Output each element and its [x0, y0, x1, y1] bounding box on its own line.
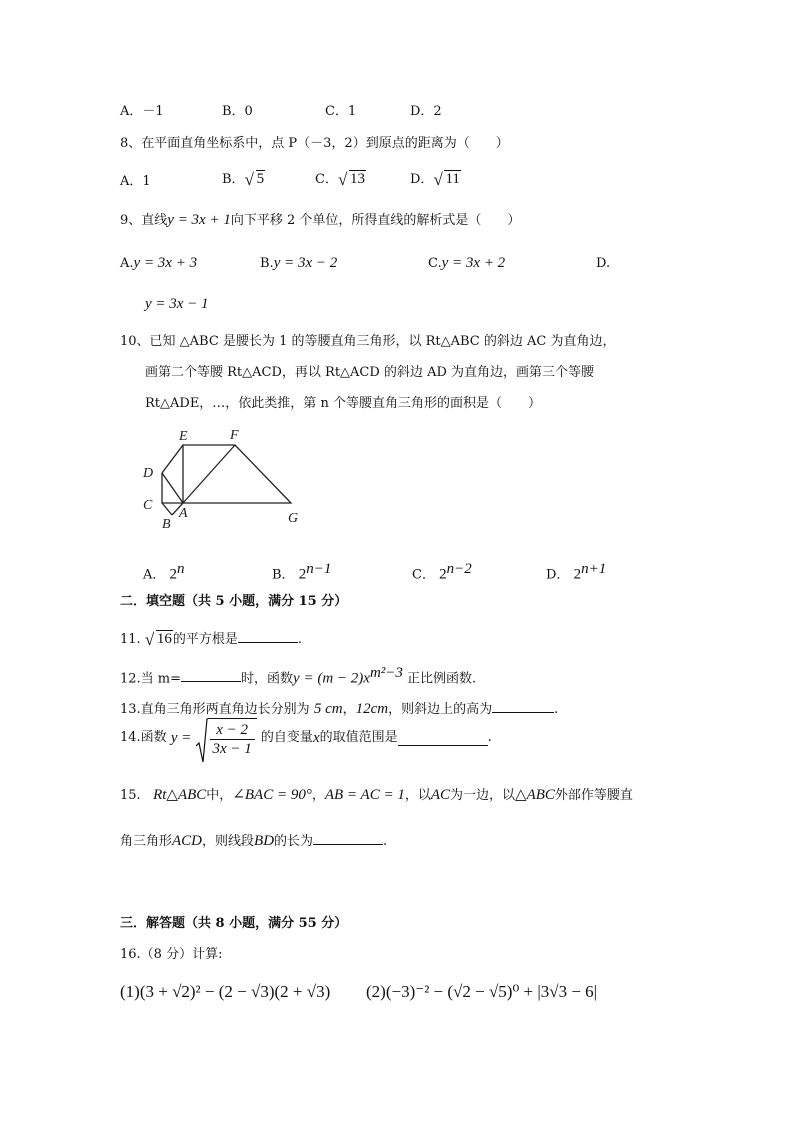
q15-l2e: 的长为: [274, 834, 314, 849]
q15-p9: △ABC: [515, 787, 555, 803]
q8-d-prefix: D．: [410, 172, 434, 187]
section2-title: 二．填空题（共 5 小题，满分 15 分）: [120, 594, 348, 609]
q12: [120, 664, 476, 687]
q10-label-c: C: [143, 498, 153, 513]
q9-b-expr: y = 3x − 2: [273, 255, 338, 271]
q10-label-e: E: [179, 429, 188, 444]
q13-sep: ，: [342, 702, 356, 717]
q8-option-b: [222, 170, 265, 188]
q9-c-expr: y = 3x + 2: [441, 255, 506, 271]
q9-stem-suffix: 向下平移 2 个单位，所得直线的解析式是（ ）: [230, 213, 521, 228]
q10-option-a: [143, 560, 185, 583]
q10-a-exp: n: [177, 561, 185, 577]
q9-a-prefix: A.: [120, 256, 134, 271]
q8-b-prefix: B．: [222, 172, 245, 187]
q12-answer-blank[interactable]: [181, 667, 241, 682]
q9-stem-expr: y = 3x + 1: [167, 212, 231, 228]
q10-option-b: [272, 560, 331, 583]
q10-option-c: [412, 560, 472, 583]
q14-numerator: x − 2: [210, 721, 255, 740]
q7-option-a: A．－1: [120, 104, 164, 119]
q15-p10: 外部作等腰直: [554, 788, 633, 803]
q11-answer-blank[interactable]: [238, 628, 298, 643]
q8-c-sqrt: √ 13: [337, 170, 365, 189]
q15-end: .: [383, 834, 388, 849]
q10-a-base: 2: [169, 566, 178, 583]
q14-y: y =: [170, 730, 192, 746]
q11-text: 的平方根是: [172, 632, 238, 647]
q9-stem-prefix: 9、直线: [120, 213, 168, 228]
q15-p8: 为一边，以: [450, 788, 516, 803]
q16-part1: (1)(3 + √2)² − (2 − √3)(2 + √3): [120, 982, 331, 1001]
q16-stem: 16.（8 分）计算:: [120, 947, 223, 962]
q10-label-d: D: [143, 466, 154, 481]
q15-line2: [120, 830, 387, 850]
q9-option-c: [428, 254, 505, 272]
q8-option-c: [315, 170, 366, 188]
q15-answer-blank[interactable]: [313, 830, 383, 845]
q9-option-d-expr: y = 3x − 1: [145, 296, 209, 312]
q15-p3: ∠BAC = 90°: [232, 787, 312, 803]
q13-text1: 13.直角三角形两直角边长分别为: [120, 702, 310, 717]
q10-triangle-figure: [135, 425, 335, 535]
q14-sqrt: [196, 718, 257, 758]
q9-a-expr: y = 3x + 3: [133, 255, 198, 271]
q15-p4: ，: [311, 788, 325, 803]
q13-text2: ，则斜边上的高为: [388, 702, 493, 717]
q7-option-c: C．1: [325, 104, 357, 119]
q9-b-prefix: B.: [260, 256, 274, 271]
q10-option-d: [546, 560, 606, 583]
q15-line1: [120, 786, 633, 804]
q14-end: .: [487, 730, 492, 746]
q10-label-a: A: [179, 506, 188, 521]
q11: [120, 628, 302, 648]
q10-line2: 画第二个等腰 Rt△ACD，再以 Rt△ACD 的斜边 AD 为直角边，画第三个等腰: [145, 365, 595, 380]
q8-c-prefix: C．: [315, 172, 338, 187]
q11-end: .: [297, 632, 302, 647]
q10-b-base: 2: [298, 566, 307, 583]
q12-suffix: 正比例函数.: [407, 671, 477, 687]
q13-end: .: [554, 702, 559, 717]
q10-c-base: 2: [439, 566, 447, 583]
q15-p7: AC: [430, 787, 451, 803]
q14: [120, 718, 492, 758]
q10-d-exp: n+1: [581, 561, 607, 577]
q10-d-prefix: D．: [546, 567, 570, 583]
q15-l2a: 角三角形: [120, 834, 173, 849]
q14-radical-sign: [196, 718, 208, 764]
q15-l2b: ACD: [172, 833, 203, 849]
q12-mid: 时，函数: [241, 671, 294, 687]
q15-p5: AB = AC = 1: [324, 787, 405, 803]
q7-option-b: B．0: [222, 104, 253, 119]
section3-title: 三．解答题（共 8 小题，满分 55 分）: [120, 916, 348, 931]
q10-label-f: F: [230, 428, 239, 443]
q10-line1: 10、已知 △ABC 是腰长为 1 的等腰直角三角形，以 Rt△ABC 的斜边 AC 为直角边，: [120, 334, 616, 349]
q11-sqrt: √ 16: [144, 630, 172, 649]
q8-stem: 8、在平面直角坐标系中，点 P（－3，2）到原点的距离为（ ）: [120, 136, 509, 151]
q12-exp: m²−3: [369, 665, 403, 681]
q10-d-base: 2: [573, 566, 582, 583]
q14-denominator: 3x − 1: [212, 741, 252, 757]
q9-c-prefix: C.: [428, 256, 442, 271]
q10-label-g: G: [288, 511, 299, 526]
q15-p2: 中，: [206, 788, 233, 803]
q14-answer-blank[interactable]: [398, 731, 488, 746]
q10-c-prefix: C．: [412, 567, 435, 583]
q9-stem: [120, 211, 520, 229]
q8-option-a: A．1: [120, 174, 151, 189]
q10-c-exp: n−2: [446, 561, 472, 577]
q10-label-b: B: [162, 517, 171, 532]
q13-v1: 5 cm: [313, 701, 343, 717]
q10-b-exp: n−1: [306, 561, 332, 577]
q13: [120, 698, 558, 718]
q16-part2: (2)(−3)⁻² − (√2 − √5)⁰ + |3√3 − 6|: [366, 982, 598, 1001]
q15-num: 15.: [120, 788, 141, 803]
q10-line3: Rt△ADE，…，依此类推，第 n 个等腰直角三角形的面积是（ ）: [145, 396, 541, 411]
q11-num: 11.: [120, 632, 141, 647]
q15-p6: ，以: [404, 788, 431, 803]
q12-expr: y = (m − 2)x: [293, 670, 370, 687]
q8-d-sqrt: √ 11: [433, 170, 460, 189]
q14-text: 的自变量: [260, 730, 313, 746]
q9-option-b: [260, 254, 337, 272]
q15-p1: Rt△ABC: [153, 787, 207, 803]
q15-l2d: BD: [254, 833, 275, 849]
q14-var: x: [312, 730, 320, 746]
q9-option-a: [120, 254, 197, 272]
q10-a-prefix: A．: [143, 567, 166, 583]
q8-b-sqrt: √ 5: [244, 170, 265, 189]
q10-b-prefix: B．: [272, 567, 295, 583]
q9-option-d-label: D.: [596, 256, 611, 271]
q14-text2: 的取值范围是: [319, 730, 398, 746]
q13-answer-blank[interactable]: [492, 698, 554, 713]
q13-v2: 12cm: [355, 701, 389, 717]
q14-fraction: [208, 718, 257, 758]
q15-l2c: ，则线段: [202, 834, 255, 849]
q14-prefix: 14.函数: [120, 730, 167, 746]
q12-prefix: 12.当 m=: [120, 671, 182, 687]
q7-option-d: D．2: [410, 104, 442, 119]
q8-option-d: [410, 170, 461, 188]
